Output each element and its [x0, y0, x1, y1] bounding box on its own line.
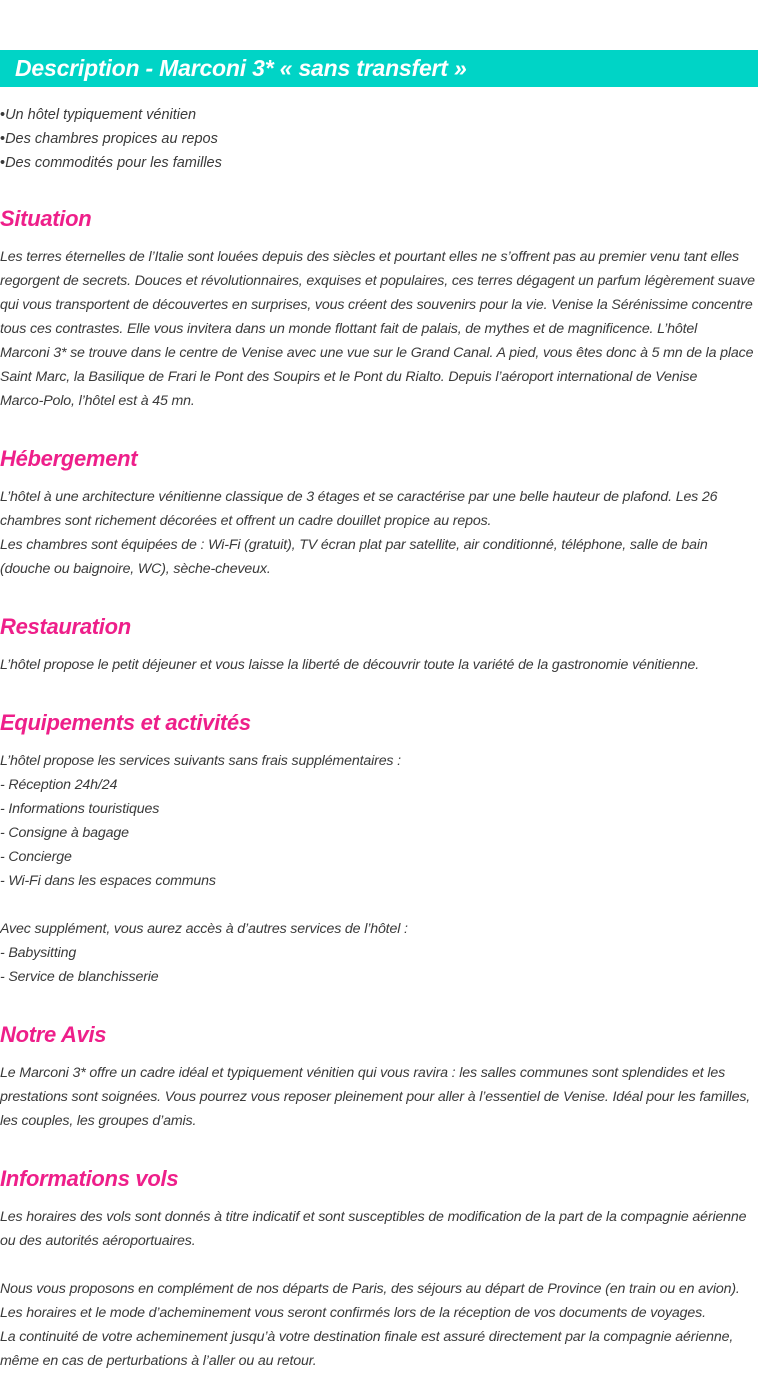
section-text: Nous vous proposons en complément de nos départs de Paris, des séjours au départ de Province (en train ou en avion). Les horaires et le mode d’acheminement vous seront confirmés lors de la réception de vos documents de voyages. La continuité de votre acheminement jusqu’à votre destination finale est assuré directement par la compagnie aérienne, même en cas de perturbations à l’aller ou au retour. — [0, 1281, 740, 1369]
section-vols — [0, 1164, 758, 1373]
section-restauration — [0, 612, 758, 677]
title-bar — [0, 50, 758, 87]
section-text: Le Marconi 3* offre un cadre idéal et typiquement vénitien qui vous ravira : les salles communes sont splendides et les prestations sont soignées. Vous pourrez vous reposer pleinement pour aller à l’essentiel de Venise. Idéal pour les familles, les couples, les groupes d’amis. — [0, 1065, 751, 1129]
section-text: L’hôtel à une architecture vénitienne classique de 3 étages et se caractérise par une belle hauteur de plafond. Les 26 chambres sont richement décorées et offrent un cadre douillet propice au repos. Les chambres sont équipées de : Wi-Fi (gratuit), TV écran plat par satellite, air conditionné, téléphone, salle de bain (douche ou baignoire, WC), sèche-cheveux. — [0, 489, 718, 577]
section-text: L’hôtel propose les services suivants sans frais supplémentaires : - Réception 24h/24 - Informations touristiques - Consigne à bagage - Concierge - Wi-Fi dans les espaces communs — [0, 753, 401, 889]
highlight-item: • Un hôtel typiquement vénitien — [0, 103, 758, 127]
section-heading: Equipements et activités — [0, 710, 251, 735]
section-text: L’hôtel propose le petit déjeuner et vous laisse la liberté de découvrir toute la variété de la gastronomie vénitienne. — [0, 657, 700, 673]
highlight-item: • Des commodités pour les familles — [0, 151, 758, 175]
section-heading: Situation — [0, 206, 92, 231]
section-text: Les horaires des vols sont donnés à titre indicatif et sont susceptibles de modification de la part de la compagnie aérienne ou des autorités aéroportuaires. — [0, 1209, 747, 1249]
section-heading: Notre Avis — [0, 1022, 107, 1047]
highlight-item: • Des chambres propices au repos — [0, 127, 758, 151]
section-heading: Hébergement — [0, 446, 138, 471]
section-heading: Restauration — [0, 614, 131, 639]
section-avis — [0, 1020, 758, 1133]
section-equipements — [0, 708, 758, 989]
section-heading: Informations vols — [0, 1166, 179, 1191]
section-text: Avec supplément, vous aurez accès à d’autres services de l’hôtel : - Babysitting - Service de blanchisserie — [0, 921, 408, 985]
section-hebergement — [0, 444, 758, 581]
section-situation — [0, 204, 758, 413]
highlights-list — [0, 103, 758, 175]
section-text: Les terres éternelles de l’Italie sont louées depuis des siècles et pourtant elles ne s’offrent pas au premier venu tant elles regorgent de secrets. Douces et révolutionnaires, exquises et populaires, ces terres dégagent un parfum légèrement suave qui vous transportent de découvertes en surprises, vous créent des souvenirs pour la vie. Venise la Sérénissime concentre tous ces contrastes. Elle vous invitera dans un monde flottant fait de palais, de mythes et de magnificence. L’hôtel Marconi 3* se trouve dans le centre de Venise avec une vue sur le Grand Canal. A pied, vous êtes donc à 5 mn de la place Saint Marc, la Basilique de Frari le Pont des Soupirs et le Pont du Rialto. Depuis l’aéroport international de Venise Marco-Polo, l’hôtel est à 45 mn. — [0, 249, 755, 409]
page-title: Description - Marconi 3* « sans transfert » — [15, 55, 467, 81]
